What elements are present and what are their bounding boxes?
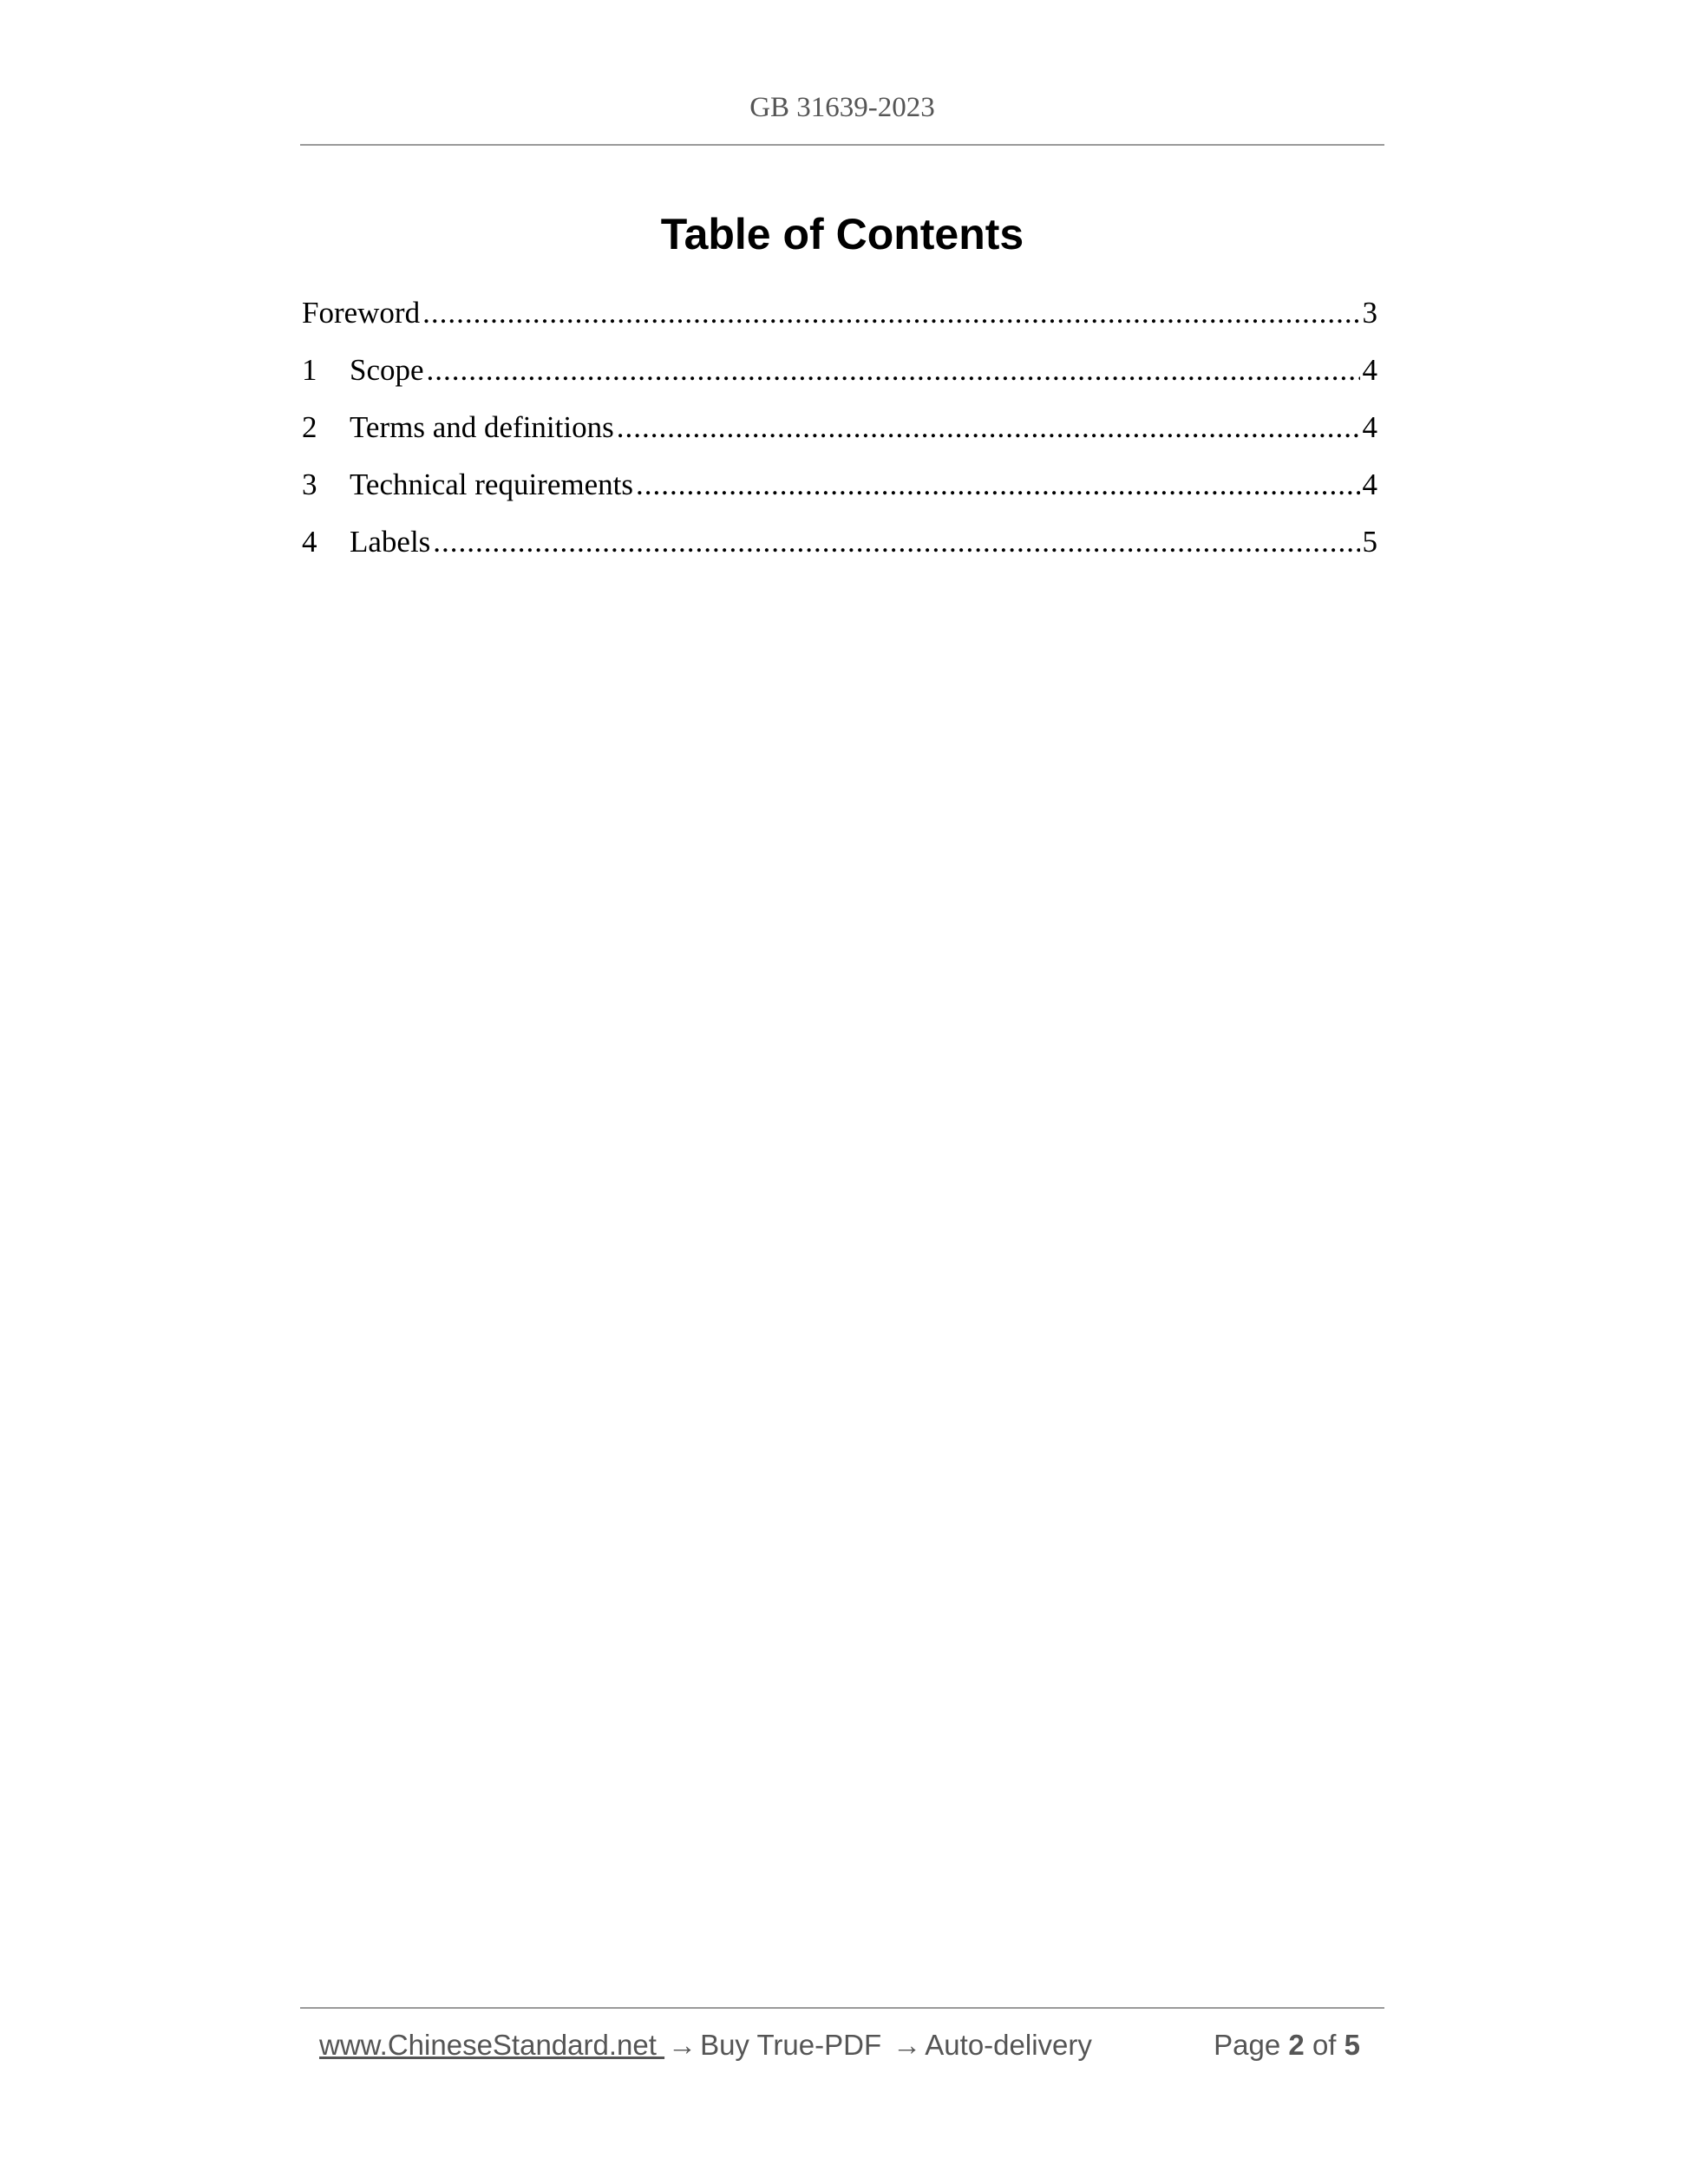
toc-entry-label: Technical requirements [350, 468, 633, 501]
toc-entry-number: 1 [302, 353, 317, 387]
toc-entry-scope[interactable] [302, 349, 1377, 406]
page-word: Page [1214, 2029, 1281, 2061]
website-link[interactable]: www.ChineseStandard.net [319, 2029, 665, 2061]
arrow-right-icon: → [893, 2029, 922, 2061]
toc-dot-leader [427, 349, 1360, 392]
toc-entry-foreword[interactable] [302, 291, 1377, 349]
toc-dot-leader [617, 406, 1360, 449]
toc-dot-leader [422, 291, 1359, 335]
document-code-header: GB 31639-2023 [749, 92, 935, 123]
footer-divider [300, 2007, 1384, 2009]
toc-entry-label: Scope [350, 353, 424, 387]
toc-list [302, 291, 1377, 578]
toc-entry-page: 4 [1362, 410, 1377, 444]
toc-entry-page: 4 [1362, 468, 1377, 501]
toc-entry-technical-requirements[interactable] [302, 463, 1377, 520]
footer-step-buy: Buy True-PDF [700, 2029, 882, 2061]
toc-entry-number: 2 [302, 410, 317, 444]
footer-promo [319, 2026, 1092, 2064]
toc-entry-page: 4 [1362, 353, 1377, 387]
footer-step-delivery: Auto-delivery [925, 2029, 1092, 2061]
page-title: Table of Contents [660, 210, 1024, 258]
page-indicator [1214, 2026, 1360, 2064]
toc-entry-labels[interactable] [302, 520, 1377, 578]
toc-entry-number: 3 [302, 468, 317, 501]
toc-entry-label: Terms and definitions [350, 410, 614, 444]
of-word: of [1312, 2029, 1337, 2061]
toc-entry-label: Labels [350, 525, 431, 559]
page-footer [319, 2026, 1377, 2064]
toc-entry-terms-and-definitions[interactable] [302, 406, 1377, 463]
header-divider [300, 144, 1384, 146]
page-total: 5 [1344, 2029, 1360, 2061]
toc-entry-page: 5 [1362, 525, 1377, 559]
toc-dot-leader [433, 520, 1359, 564]
toc-entry-page: 3 [1362, 296, 1377, 330]
toc-dot-leader [636, 463, 1360, 507]
page-current: 2 [1288, 2029, 1305, 2061]
arrow-right-icon: → [668, 2029, 697, 2061]
toc-entry-label: Foreword [302, 296, 421, 330]
toc-entry-number: 4 [302, 525, 317, 559]
